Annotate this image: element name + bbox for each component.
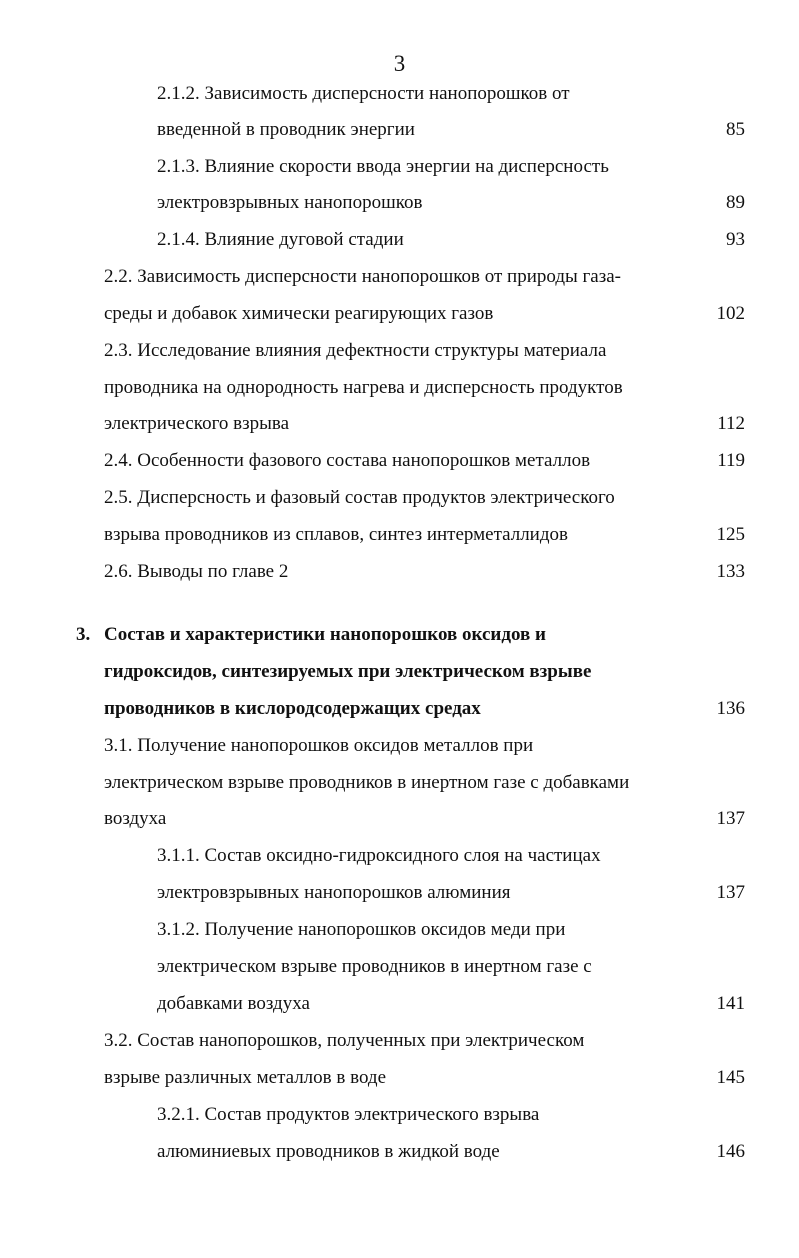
toc-entry-3-1-1-page: 137 [716,882,745,903]
chapter-3-number: 3. [76,624,91,645]
toc-entry-2-1-4-line-1: 2.1.4. Влияние дуговой стадии [157,229,404,250]
toc-entry-2-3-page: 112 [717,413,745,434]
toc-entry-2-1-3-line-2: электровзрывных нанопорошков [157,192,423,213]
toc-entry-2-1-3-line-1: 2.1.3. Влияние скорости ввода энергии на дисперсность [157,156,609,177]
chapter-3-title-line-2: гидроксидов, синтезируемых при электрическом взрыве [104,661,592,682]
toc-entry-2-1-3-page: 89 [726,192,745,213]
toc-entry-2-1-2-line-2: введенной в проводник энергии [157,119,415,140]
toc-entry-2-2-line-1: 2.2. Зависимость дисперсности нанопорошков от природы газа- [104,266,622,287]
toc-entry-2-4-line-1: 2.4. Особенности фазового состава нанопорошков металлов [104,450,591,471]
toc-entry-3-2-page: 145 [716,1067,745,1088]
toc-entry-2-3-line-3: электрического взрыва [104,413,290,434]
toc-entry-3-1-line-1: 3.1. Получение нанопорошков оксидов металлов при [104,735,534,756]
chapter-3-title-line-3: проводников в кислородсодержащих средах [104,698,481,719]
toc-entry-3-1-line-3: воздуха [104,808,167,829]
toc-entry-2-1-2-page: 85 [726,119,745,140]
page-number: 3 [393,51,406,76]
toc-entry-3-1-2-line-1: 3.1.2. Получение нанопорошков оксидов меди при [157,919,566,940]
chapter-3-page: 136 [716,698,745,719]
toc-entry-2-4-page: 119 [717,450,745,471]
toc-entry-2-6-page: 133 [716,561,745,582]
toc-entry-2-1-2-line-1: 2.1.2. Зависимость дисперсности нанопорошков от [157,83,570,104]
toc-entry-2-6-line-1: 2.6. Выводы по главе 2 [104,561,289,582]
toc-entry-3-2-line-2: взрыве различных металлов в воде [104,1067,387,1088]
toc-entry-3-2-1-line-1: 3.2.1. Состав продуктов электрического взрыва [157,1104,540,1125]
toc-entry-3-2-1-page: 146 [716,1141,745,1162]
toc-entry-3-2-1-line-2: алюминиевых проводников в жидкой воде [157,1141,500,1162]
toc-entry-2-2-page: 102 [716,303,745,324]
toc-entry-2-2-line-2: среды и добавок химически реагирующих газов [104,303,494,324]
toc-entry-3-1-2-line-2: электрическом взрыве проводников в инертном газе с [157,956,592,977]
toc-entry-2-5-line-1: 2.5. Дисперсность и фазовый состав продуктов электрического [104,487,615,508]
toc-entry-3-1-line-2: электрическом взрыве проводников в инертном газе с добавками [104,772,630,793]
toc-entry-3-1-1-line-2: электровзрывных нанопорошков алюминия [157,882,511,903]
toc-entry-2-3-line-1: 2.3. Исследование влияния дефектности структуры материала [104,340,607,361]
toc-entry-3-1-page: 137 [716,808,745,829]
toc-entry-3-1-2-line-3: добавками воздуха [157,993,310,1014]
toc-entry-2-5-line-2: взрыва проводников из сплавов, синтез интерметаллидов [104,524,568,545]
toc-entry-2-5-page: 125 [716,524,745,545]
toc-entry-3-1-2-page: 141 [716,993,745,1014]
toc-entry-3-1-1-line-1: 3.1.1. Состав оксидно-гидроксидного слоя на частицах [157,845,601,866]
toc-entry-2-3-line-2: проводника на однородность нагрева и дисперсность продуктов [104,377,623,398]
toc-entry-2-1-4-page: 93 [726,229,745,250]
toc-entry-3-2-line-1: 3.2. Состав нанопорошков, полученных при электрическом [104,1030,585,1051]
chapter-3-title-line-1: Состав и характеристики нанопорошков оксидов и [104,624,546,645]
